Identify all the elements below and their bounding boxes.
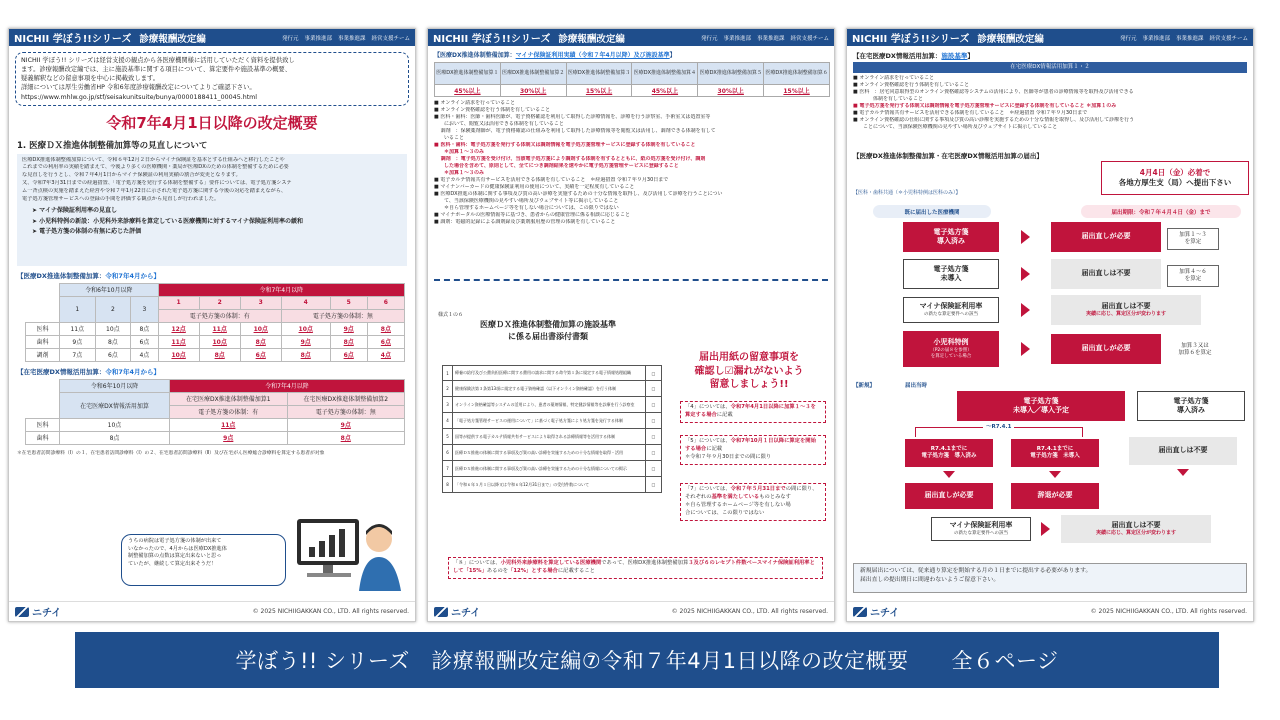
rx-installed-new-box: 電子処方箋 導入済み (1137, 391, 1245, 421)
form-row: 8 「令和６年５月１日以降又は令和６年12月31日まで」の受付件数について □ (442, 477, 662, 493)
refile-required-box: 届出直しが必要 (1051, 222, 1161, 252)
pediatric-special-box: 小児科特例 （P2の届８を参照） を算定している場合 (903, 331, 999, 367)
page-footer (428, 601, 834, 621)
table-header: 令和7年4月以降 (170, 379, 405, 392)
document-page-1 (8, 28, 416, 622)
section-body (17, 154, 407, 266)
table-header: 3 (131, 296, 158, 322)
main-title: 令和7年4月1日以降の改定概要 (106, 113, 318, 132)
table-row: 45%以上 30%以上 15%以上 45%以上 30%以上 15%以上 (435, 85, 830, 97)
checkbox[interactable]: □ (645, 381, 661, 396)
form-row: 2 健康保険法第３条第13項に規定する電子資格確認（以下オンライン資格確認）を行う体制 □ (442, 381, 662, 397)
meta-item: 事業推進課 (337, 35, 366, 42)
speech-bubble: うちの病院は電子処方箋の体制が出来て いなかったので、4月からは医療DX推進体 制整備加算の点数は算定出来ないと思っ ていたが、継続して算定出来そうだ！ (121, 534, 286, 586)
series-name: NICHII 学ぼう!!シリーズ (433, 34, 551, 45)
body-line: 電子処方箋管理サービスへの登録の手間を評価する観点から見直しが行われました。 (22, 195, 220, 202)
bullet-item: ➤ マイナ保険証利用率の見直し (32, 207, 118, 215)
table-header: 5 (330, 296, 367, 309)
form-row: 1 療養の給付及び公費負担医療に関する費用の請求に関する命令第１条に規定する電子情報処理組織 □ (442, 365, 662, 381)
form-title: 医療ＤＸ推進体制整備加算の施設基準 に係る届出書添付書類 (480, 320, 616, 341)
meta-item: 発行元 (281, 35, 299, 42)
page-footer (9, 601, 415, 621)
checkbox[interactable]: □ (645, 429, 661, 444)
arrow-right-icon (1021, 230, 1030, 244)
body-line: 又、令和7年3月31日までの経過措置、「電子処方箋を発行する体制を整備する」要件については、電子処方箋システ (22, 180, 292, 187)
mhlw-link[interactable]: https://www.mhlw.go.jp/stf/seisakunitsuite/bunya/0000188411_00045.html (21, 93, 258, 101)
table2-title: 【在宅医療DX情報活用加算：令和7年4月から】 (17, 367, 160, 376)
copyright: © 2025 NICHIIGAKKAN CO., LTD. All rights reserved. (671, 608, 828, 615)
page-header (9, 29, 415, 46)
dx-points-table (25, 283, 405, 362)
requirements-heading: 【医療DX推進体制整備加算：マイナ保険証利用実績（令和７年4月以降）及び施設基準】 (434, 52, 676, 59)
callout-item-5: 「5」については、令和7年10月１日以降に算定を開始する場合に記載 ＊令和７年９月30日までの間に限り (680, 435, 826, 465)
refile-not-required-box: 届出直しは不要 (1129, 437, 1237, 465)
arrow-down-icon (1177, 469, 1189, 476)
table-footnote: ＊在宅患者訪問診療料（Ⅰ）の１、在宅患者訪問診療料（Ⅰ）の２、在宅患者訪問診療料（Ⅱ）及び在宅がん医療総合診療料を算定する患者が対象 (17, 450, 325, 456)
withdrawal-required-box: 辞退が必要 (1011, 483, 1099, 509)
table-header: 医療DX推進体制整備加算１ (435, 63, 501, 85)
checkbox[interactable]: □ (645, 461, 661, 476)
meta-item: 事業推進部 (723, 35, 751, 42)
form-row: 5 国等が提供する電子カルテ情報共有サービスにより取得される診療情報等を活用する体制 □ (442, 429, 662, 445)
refile-required-box: 届出直しが必要 (1051, 334, 1161, 364)
intro-box (15, 52, 409, 106)
form-row: 7 医療ＤＸ推進の体制に関する事項及び質の高い診療を実施するための十分な情報についての掲示 □ (442, 461, 662, 477)
meta-item: 事業推進課 (1175, 35, 1204, 42)
refile-required-box: 届出直しが必要 (905, 483, 993, 509)
intro-line: NICHII 学ぼう!! シリーズは経営支援の観点から各医療機関様に活用していただく資料を提供致し (21, 57, 295, 64)
intro-line: 疑義解釈などの留意事項を中心に掲載致します。 (21, 75, 160, 83)
by-date-not-installed-box: R7.4.1までに 電子処方箋 未導入 (1011, 439, 1099, 467)
logo-mark-icon (15, 607, 29, 617)
series-title: 診療報酬改定編 (139, 33, 206, 45)
checkbox[interactable]: □ (645, 366, 661, 380)
checkbox[interactable]: □ (645, 397, 661, 412)
checkbox[interactable]: □ (645, 413, 661, 428)
publisher-meta (282, 34, 410, 42)
new-filers-label: 【新規】 (853, 383, 876, 389)
publisher-meta (701, 34, 829, 42)
meta-item: 経営支援チーム (1209, 35, 1248, 42)
page-header (847, 29, 1253, 46)
copyright: © 2025 NICHIIGAKKAN CO., LTD. All rights reserved. (1090, 608, 1247, 615)
series-name: NICHII 学ぼう!!シリーズ (852, 34, 970, 45)
bullet-item: ➤ 小児科特例の新設：小児科外来診療料を算定している医療機関に対するマイナ保険証利用率の緩和 (32, 217, 304, 225)
filing-heading: 【医療DX推進体制整備加算・在宅医療DX情報活用加算の届出】 (853, 152, 1043, 160)
body-line: これまでの利用率の実績を踏まえて、今後より多くの医療機関・薬局が医療DXのための体制を整備するために必要 (22, 164, 289, 171)
mina-rate-box: マイナ保険証利用率 の新たな算定要件への該当 (903, 297, 999, 323)
bottom-note-item-8: 「８」については、小児科外来診療料を算定している医療機関であって、医療DX推進体制整備加算３及び６のレセプト件数ベースマイナ保険証利用率として「15%」あるのを「12%」とする場合に記載すること (448, 557, 823, 579)
addition-note: 加算１〜３ を算定 (1167, 228, 1219, 250)
body-line: ム一斉点検の実施を踏まえた経営や令和７年1月22日に示された電子処方箋に関する今後の対応を踏まえながら、 (22, 187, 287, 194)
table-header: 在宅医療DX推進体制整備加算2 (287, 392, 405, 405)
meta-item: 経営支援チーム (790, 35, 829, 42)
home-dx-heading: 【在宅医療DX情報活用加算：施設基準】 (853, 52, 974, 60)
mina-rate-box: マイナ保険証利用率 の新たな算定要件への該当 (931, 517, 1031, 541)
table-header: 電子処方箋の体制：有 (170, 405, 288, 418)
arrow-right-icon (1021, 267, 1030, 281)
person-at-computer-illustration (293, 513, 405, 591)
table-header: 医療DX推進体制整備加算５ (698, 63, 764, 85)
table-row: 歯科 8点 9点 8点 (26, 431, 405, 444)
table-header: 医療DX推進体制整備加算３ (566, 63, 632, 85)
form-checklist (442, 365, 662, 493)
meta-item: 発行元 (1119, 35, 1137, 42)
meta-item: 発行元 (700, 35, 718, 42)
callout-item-7: 「7」については、令和７年５月31日までの間に限り、それぞれの基準を満たしているものとみなす ＊自ら管理するホームページ等を有しない場 合については、この限りではない (680, 483, 826, 521)
home-dx-requirements: ■ オンライン請求を行っていること ■ オンライン資格確認を行う体制を有していること ■ 医科 ：居宅同意取得型のオンライン資格確認等システムの活用により、医師等が患者の診療情報等を取得及び活用できる 体制を有していること ■ 電子処方箋を発行する体制又は調剤情報を電子処方箋管理サービスに登録する体制を有していること ＊加算１のみ ■ 電子カルテ情報共有サービスを活用できる体制を有していること ＊経過措置 令和７年９月30日まで ■ オンライン資格確認の仕組に関する事項及び質の高い診療を実施するための十分な情報を取得し、及び活用して診療を行う ことについて、当該保険医療機関の見やすい場所及びウェブサイトに掲示していること (853, 75, 1135, 130)
arrow-right-icon (1041, 522, 1050, 536)
addition-note: 加算４〜６ を算定 (1167, 265, 1219, 287)
arrow-down-icon (1049, 471, 1061, 478)
requirements-bar: 在宅医療DX情報活用加算１・２ (853, 62, 1247, 73)
table-header: 電子処方箋の体制：有 (158, 309, 281, 322)
table-header: 医療DX推進体制整備加算２ (500, 63, 566, 85)
existing-filers-label: 既に届出した医療機関 (873, 205, 991, 218)
series-name: NICHII 学ぼう!!シリーズ (14, 34, 132, 45)
rx-installed-box: 電子処方箋 導入済み (903, 222, 999, 252)
table-header: 電子処方箋の体制：無 (281, 309, 404, 322)
usage-rate-table (434, 62, 830, 97)
table-header: 3 (240, 296, 281, 309)
refile-not-required-box: 届出直しは不要 実績に応じ、算定区分が変わります (1061, 515, 1211, 543)
copyright: © 2025 NICHIIGAKKAN CO., LTD. All rights reserved. (252, 608, 409, 615)
table-header: 電子処方箋の体制：無 (287, 405, 405, 418)
doc-label: 【医科・歯科共通（＊小児科特例は医科のみ）】 (853, 190, 961, 196)
table-header: 令和6年10月以降 (60, 283, 159, 296)
filing-note: 新規届出については、従来通り算定を開始する月の１日までに提出する必要があります。 届出直しの提出期日に間違わないようご留意下さい。 (853, 563, 1247, 593)
refile-not-required-box: 届出直しは不要 (1051, 259, 1161, 289)
addition-note: 加算３又は 加算６を算定 (1167, 339, 1223, 361)
nichii-logo: ニチイ (434, 604, 480, 619)
deadline-label: 届出期限：令和７年４月４日（金）まで (1081, 205, 1241, 218)
series-title: 診療報酬改定編 (977, 33, 1044, 45)
section-divider (434, 279, 828, 281)
meta-item: 事業推進部 (1142, 35, 1170, 42)
section-heading: 1. 医療ＤＸ推進体制整備加算等の見直しについて (17, 140, 208, 151)
table-header: 在宅医療DX推進体制整備加算1 (170, 392, 288, 405)
intro-line: ます。診療報酬改定編では、主に施設基準に関する項目について、算定要件や施設基準の概要、 (21, 66, 292, 74)
table-row: 医科 10点 11点 9点 (26, 418, 405, 431)
body-line: な見直しを行うとし、令和７年4月1日からマイナ保険証の利用実績の割合が変更となります。 (22, 172, 241, 179)
nichii-logo: ニチイ (853, 604, 899, 619)
table-row: 歯科 9点 8点 6点 11点 10点 8点 9点 8点 6点 (26, 335, 405, 348)
logo-mark-icon (853, 607, 867, 617)
table-header: 1 (158, 296, 199, 309)
meta-item: 経営支援チーム (371, 35, 410, 42)
deadline-notice: 4月4日（金）必着で 各地方厚生支（局）へ提出下さい (1101, 161, 1249, 195)
checkbox[interactable]: □ (645, 445, 661, 460)
arrow-right-icon (1021, 342, 1030, 356)
page-footer (847, 601, 1253, 621)
page-header (428, 29, 834, 46)
table-row: 調剤 7点 6点 4点 10点 8点 6点 8点 6点 4点 (26, 348, 405, 361)
table-header: 在宅医療DX情報活用加算 (60, 392, 170, 418)
callout-item-4: 「4」については、令和7年4月1日以降に加算１〜３を算定する場合に記載 (680, 401, 826, 423)
table-header: 医療DX推進体制整備加算６ (764, 63, 830, 85)
rx-not-installed-box: 電子処方箋 未導入 (903, 259, 999, 289)
table-header: 1 (60, 296, 96, 322)
table-header: 2 (95, 296, 131, 322)
requirements-list: ■ オンライン請求を行っていること ■ オンライン資格確認を行う体制を有していること ■ 医科・歯科：医師・歯科医師が、電子資格確認を利用して取得した診療情報を、診療を行う診察室、手術室又は処置室等 において、閲覧又は活用できる体制を有していること 調剤 ：保険薬剤師が、電子資格確認の仕組みを利用して取得した診療情報等を閲覧又は活用し、調剤できる体制を有して いること ■ 医科・歯科：電子処方箋を発行する体制又は調剤情報を電子処方箋管理サービスに登録する体制を有していること ＊加算１〜３のみ 調剤 ：電子処方箋を受け付け、当該電子処方箋により調剤する体制を有するとともに、紙の処方箋を受け付け、調剤 した場合を含めて、原則として、全てにつき調剤結果を速やかに電子処方箋管理サービスに登録すること ＊加算１〜３のみ ■ 電子カルテ情報共有サービスを活用できる体制を有していること ＊経過措置 令和７年９月30日まで ■ マイナンバーカードの健康保険証利用の使用について、実績を一定程度有していること ■ 医療DX推進の体制に関する事項及び質の高い診療を実施するための十分な情報を取得し、及び活用して診療を行うことについ て、当該保険医療機関の見やすい場所及びウェブサイト等に掲示していること ＊自ら管理するホームページ等を有しない場合については、この限りではない ■ マイナポータルの医療情報等に基づき、患者からの健康管理に係る相談に応じること ■ 調剤：電磁的記録による調剤録及び薬剤服用歴の管理の体制を有していること (434, 100, 723, 225)
rx-planned-box: 電子処方箋 未導入／導入予定 (957, 391, 1125, 421)
bullet-list (32, 206, 392, 237)
form-row: 4 「電子処方箋管理サービスの運用について」に基づく電子処方箋により処方箋を発行する体制 □ (442, 413, 662, 429)
checkbox[interactable]: □ (645, 477, 661, 492)
table-row: 医科 11点 10点 8点 12点 11点 10点 10点 9点 8点 (26, 322, 405, 335)
intro-line: 詳細については厚生労働省HP 令和6年度診療報酬改定についてよりご確認下さい。 (21, 84, 256, 92)
table-header: 6 (367, 296, 404, 309)
arrow-right-icon (1021, 303, 1030, 317)
table-header: 4 (281, 296, 330, 309)
date-label: 〜R7.4.1 (983, 422, 1014, 430)
publisher-meta (1120, 34, 1248, 42)
table-header: 2 (199, 296, 240, 309)
form-row: 6 医療ＤＸ推進の体制に関する事項及び質の高い診療を実施するための十分な情報を取得・活用 □ (442, 445, 662, 461)
table-header: 令和7年4月以降 (158, 283, 404, 296)
table1-title: 【医療DX推進体制整備加算：令和7年4月から】 (17, 271, 160, 280)
logo-mark-icon (434, 607, 448, 617)
nichii-logo: ニチイ (15, 604, 61, 619)
caution-heading: 届出用紙の留意事項を 確認し☑漏れがないよう 留意しましょう!! (694, 352, 804, 390)
document-page-2 (427, 28, 835, 622)
caption-banner: 学ぼう!! シリーズ 診療報酬改定編⑦令和７年4月1日以降の改定概要 全６ページ (75, 632, 1219, 688)
home-dx-table (25, 379, 405, 445)
table-header: 医療DX推進体制整備加算４ (632, 63, 698, 85)
filing-time-label: 届出当時 (905, 383, 928, 389)
body-line: 医療DX推進体制整備加算について、令和６年12月２日からマイナ保険証を基本とする仕組みへと移行したことや (22, 156, 285, 163)
meta-item: 事業推進課 (756, 35, 785, 42)
form-row: 3 オンライン資格確認等システムの活用により、患者の薬剤情報、特定健診情報等を診療を行う診察室 □ (442, 397, 662, 413)
table-header: 令和6年10月以降 (60, 379, 170, 392)
by-date-installed-box: R7.4.1までに 電子処方箋 導入済み (905, 439, 993, 467)
refile-not-required-box: 届出直しは不要 実績に応じ、算定区分が変わります (1051, 295, 1201, 325)
series-title: 診療報酬改定編 (558, 33, 625, 45)
document-page-3 (846, 28, 1254, 622)
bullet-item: ➤ 電子処方箋の体制の有無に応じた評価 (32, 227, 142, 235)
arrow-down-icon (943, 471, 955, 478)
meta-item: 事業推進部 (304, 35, 332, 42)
form-label: 様式１の６ (438, 312, 464, 318)
